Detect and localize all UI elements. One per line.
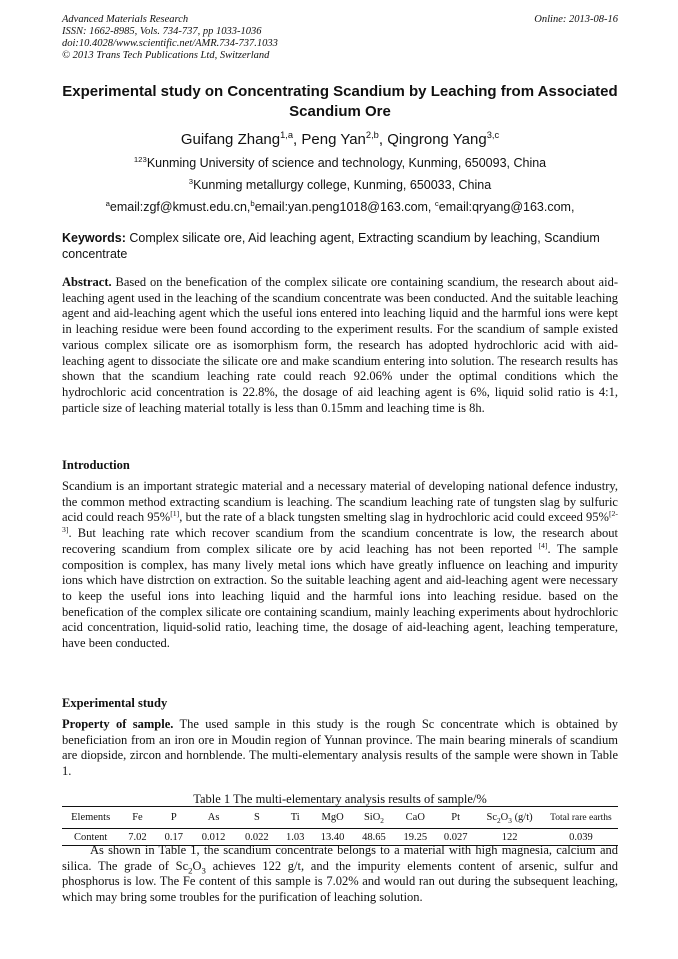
table-caption: Table 1 The multi-elementary analysis results of sample/% — [193, 792, 487, 806]
doi-line: doi:10.4028/www.scientific.net/AMR.734-737.1033 — [62, 38, 278, 49]
journal-name: Advanced Materials Research — [62, 14, 189, 25]
col-header — [353, 807, 394, 829]
abstract-label: Abstract. — [62, 275, 112, 289]
email-line — [62, 200, 618, 214]
row-label: Content — [62, 829, 119, 846]
keywords-text: Complex silicate ore, Aid leaching agent, Extracting scandium by leaching, Scandium concentrate — [62, 231, 600, 261]
table-cell: 48.65 — [353, 829, 394, 846]
table-cell: 122 — [475, 829, 543, 846]
citation: [1] — [170, 509, 180, 519]
analysis-sub: 2 — [188, 865, 193, 876]
table-cell: 0.027 — [436, 829, 475, 846]
author-sup: 1,a — [280, 130, 294, 140]
abstract-text: Based on the benefication of the complex silicate ore containing scandium, the research about aid-leaching agent used in the leaching of the scandium concentrate was been conducted. And the suitable leaching agent and aid-leaching agent which the useful ions entered into leaching liquid and the harmful ions were kept in leaching residue were been found according to the experiment results. For the scandium of sample existed various complex silicate ore as isomorphism form, the research has adopted hydrochloric acid with aid-leaching agent to dissociate the silicate ore and make scandium entering into solution. The research results has shown that the scandium leaching rate could reach 92.06% under the optimal conditions which the hydrochloric acid concentration is 22.8%, the dosage of aid leaching agent is 6%, liquid solid ratio is 4:1, particle size of leaching material totally is less than 0.15mm and leaching time is 8h. — [62, 275, 618, 415]
intro-text: Scandium is an important strategic material and a necessary material of developing national defence industry, the common method extracting scandium is leaching. The scandium leaching rate of tungsten slag by sulfuric acid could reach 95% — [62, 479, 618, 525]
issn-line: ISSN: 1662-8985, Vols. 734-737, pp 1033-1036 — [62, 26, 262, 37]
email-text: email:qryang@163.com, — [438, 200, 575, 214]
col-header-text: SiO — [363, 812, 381, 823]
col-header: P — [156, 807, 192, 829]
col-header: Fe — [119, 807, 155, 829]
analysis-text: achieves 122 g/t, and the impurity elements content of arsenic, sulfur and phosphorus is low. The Fe content of this sample is 7.02% and would ran out during the subsequent leaching, which may bring some troubles for the purification of leaching solution. — [62, 858, 618, 905]
keywords-label: Keywords: — [62, 231, 126, 245]
sample-property-paragraph — [62, 717, 618, 780]
col-header: Ti — [279, 807, 312, 829]
author-list — [62, 131, 618, 148]
intro-text: , but the rate of a black tungsten smelting slag in hydrochloric acid could exceed 95% — [179, 510, 609, 525]
author-sep: , — [378, 131, 388, 148]
author-sup: 2,b — [365, 130, 379, 140]
col-header-sub: 2 — [380, 816, 384, 826]
table-cell: 13.40 — [312, 829, 353, 846]
table-cell: 19.25 — [395, 829, 436, 846]
citation: [4] — [538, 540, 548, 550]
author-sup: 3,c — [486, 130, 500, 140]
author-name: Qingrong Yang — [387, 131, 487, 148]
keywords — [62, 230, 618, 262]
analysis-text: As shown in Table 1, the scandium concentrate belongs to a material with high magnesia, calcium and silica. The grade of Sc — [62, 843, 618, 873]
table-cell: 0.022 — [235, 829, 278, 846]
citation: [2-3] — [62, 509, 619, 534]
intro-text: . But leaching rate which recover scandium from the scandium concentrate is low, the research about recovering scandium from complex silicate ore by acid leaching has not been reported — [62, 526, 618, 556]
email-sup: c — [434, 198, 439, 208]
analysis-paragraph — [62, 843, 618, 906]
affiliation-1 — [62, 156, 618, 170]
experimental-heading: Experimental study — [62, 696, 168, 710]
col-header: Elements — [62, 807, 119, 829]
affiliation-text: Kunming University of science and technology, Kunming, 650093, China — [146, 156, 547, 170]
table-cell: 7.02 — [119, 829, 155, 846]
col-header: S — [235, 807, 278, 829]
col-header-sub: 3 — [508, 816, 512, 826]
copyright-line: © 2013 Trans Tech Publications Ltd, Switzerland — [62, 50, 270, 61]
journal-header — [62, 14, 618, 62]
analysis-table — [62, 806, 618, 846]
email-sup: a — [105, 198, 110, 208]
table-cell: 0.17 — [156, 829, 192, 846]
affiliation-2 — [62, 178, 618, 192]
analysis-sub: 3 — [201, 865, 206, 876]
email-sup: b — [250, 198, 255, 208]
table-cell: 0.012 — [192, 829, 235, 846]
introduction-paragraph — [62, 479, 618, 652]
affiliation-text: Kunming metallurgy college, Kunming, 650033, China — [193, 178, 492, 192]
affiliation-sup: 123 — [133, 154, 147, 164]
col-header-sub: 2 — [497, 816, 501, 826]
col-header-text: O — [500, 812, 509, 823]
table-header-row — [62, 807, 618, 829]
analysis-text: O — [192, 858, 202, 873]
col-header — [475, 807, 543, 829]
affiliation-sup: 3 — [188, 176, 194, 186]
col-header: MgO — [312, 807, 353, 829]
email-text: email:zgf@kmust.edu.cn, — [109, 200, 251, 214]
author-name: Guifang Zhang — [180, 131, 281, 148]
col-header: Pt — [436, 807, 475, 829]
col-header-text: Sc — [486, 812, 497, 823]
table-cell: 1.03 — [279, 829, 312, 846]
col-header: CaO — [395, 807, 436, 829]
sample-property-label: Property of sample. — [62, 717, 174, 731]
paper-title: Experimental study on Concentrating Scandium by Leaching from Associated Scandium Ore — [62, 83, 618, 120]
author-name: Peng Yan — [301, 131, 366, 148]
intro-text: . The sample composition is complex, has many lively metal ions which have greatly influence on leaching and impurity ions which have distrction on extraction. So the suitable leaching agent and aid-leaching agent were necessary to keep the useful ions into leaching liquid and the harmful ions into leaching residue. based on the benefication of the complex silicate ore containing scandium, mainly leaching experiments about hydrochloric acid concentration, liquid-solid ratio, leaching time, the dosage of aid-leaching agent, leaching temperature, have been conducted. — [62, 541, 618, 651]
introduction-heading: Introduction — [62, 458, 130, 472]
col-header-text: (g/t) — [511, 812, 533, 823]
col-header: Total rare earths — [544, 807, 618, 829]
sample-property-text: The used sample in this study is the rough Sc concentrate which is obtained by beneficiation from an iron ore in Moudin region of Yunnan province. The main bearing minerals of scandium are diopside, zircon and hornblende. The multi-elementary analysis results of the sample were shown in Table 1. — [62, 717, 618, 779]
table-cell: 0.039 — [544, 829, 618, 846]
online-date: Online: 2013-08-16 — [534, 14, 618, 25]
author-sep: , — [293, 131, 302, 148]
abstract — [62, 275, 618, 416]
col-header: As — [192, 807, 235, 829]
email-text: email:yan.peng1018@163.com, — [254, 200, 435, 214]
